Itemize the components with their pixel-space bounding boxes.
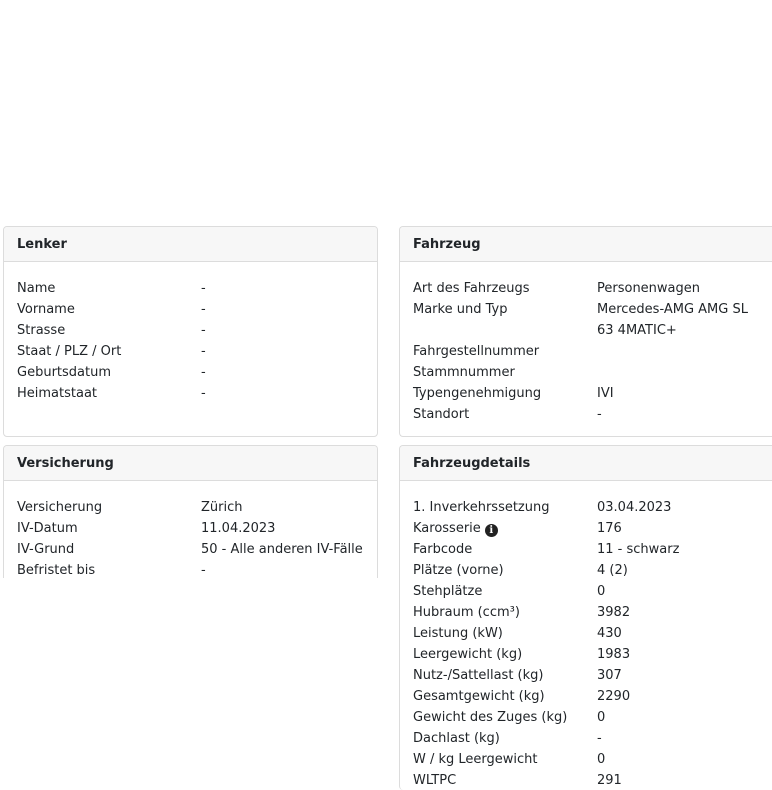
row-label: Farbcode: [413, 542, 473, 557]
row-value: IVI: [597, 386, 614, 401]
fahrzeug-row: [413, 404, 772, 425]
row-value: 430: [597, 626, 622, 641]
row-value: Zürich: [201, 500, 243, 515]
row-label: Vorname: [17, 302, 75, 317]
row-value: 2290: [597, 689, 631, 704]
details-row: [413, 644, 772, 665]
fahrzeug-title: Fahrzeug: [400, 227, 772, 262]
row-label: Dachlast (kg): [413, 731, 500, 746]
row-label: Befristet bis: [17, 563, 96, 578]
row-value: 11 - schwarz: [597, 542, 680, 557]
lenker-row: [17, 362, 377, 383]
row-value: 03.04.2023: [597, 500, 672, 515]
row-label: Standort: [413, 407, 470, 422]
fahrzeug-row: [413, 362, 772, 383]
row-value: -: [201, 344, 206, 359]
row-value: Personenwagen: [597, 281, 701, 296]
row-label: Karosserie: [413, 521, 481, 536]
row-label: Leergewicht (kg): [413, 647, 523, 662]
fahrzeug-rows: [413, 278, 772, 425]
fahrzeugdetails-card: [399, 445, 772, 790]
row-value: 291: [597, 773, 622, 788]
row-label: Heimatstaat: [17, 386, 98, 401]
row-value: 0: [597, 752, 606, 767]
details-row: [413, 602, 772, 623]
row-label: Name: [17, 281, 56, 296]
row-label: Staat / PLZ / Ort: [17, 344, 122, 359]
fahrzeug-row: [413, 383, 772, 404]
details-row: [413, 707, 772, 728]
row-label: Strasse: [17, 323, 66, 338]
row-value: -: [201, 281, 206, 296]
versicherung-row: [17, 497, 377, 518]
details-row: [413, 728, 772, 749]
row-label: Stehplätze: [413, 584, 483, 599]
versicherung-rows: [17, 497, 377, 578]
lenker-row: [17, 341, 377, 362]
row-value: 176: [597, 521, 622, 536]
row-value: 1983: [597, 647, 631, 662]
fahrzeug-row: [413, 278, 772, 299]
row-value: -: [201, 302, 206, 317]
details-row: [413, 539, 772, 560]
row-label: Art des Fahrzeugs: [413, 281, 530, 296]
row-value: 3982: [597, 605, 631, 620]
row-label: Leistung (kW): [413, 626, 503, 641]
row-value: 0: [597, 710, 606, 725]
row-value: 4 (2): [597, 563, 628, 578]
versicherung-title: Versicherung: [4, 446, 377, 481]
details-row: [413, 581, 772, 602]
row-label: Plätze (vorne): [413, 563, 504, 578]
row-label: 1. Inverkehrssetzung: [413, 500, 550, 515]
versicherung-card: [3, 445, 378, 578]
row-value: 11.04.2023: [201, 521, 276, 536]
row-label: W / kg Leergewicht: [413, 752, 538, 767]
row-value: -: [597, 731, 602, 746]
lenker-row: [17, 278, 377, 299]
fahrzeug-row: [413, 299, 772, 341]
row-value: 50 - Alle anderen IV-Fälle: [201, 542, 363, 557]
row-label: Gesamtgewicht (kg): [413, 689, 545, 704]
row-label: Marke und Typ: [413, 302, 508, 317]
details-row: [413, 749, 772, 770]
row-value: -: [201, 365, 206, 380]
row-label-wrap: [413, 518, 498, 539]
row-value: Mercedes-AMG AMG SL 63 4MATIC+: [597, 302, 748, 338]
details-row: [413, 518, 772, 539]
row-label: IV-Grund: [17, 542, 75, 557]
row-label: Hubraum (ccm³): [413, 605, 520, 620]
lenker-title: Lenker: [4, 227, 377, 262]
fahrzeugdetails-title: Fahrzeugdetails: [400, 446, 772, 481]
fahrzeug-row: [413, 341, 772, 362]
lenker-rows: [17, 278, 377, 404]
row-label: Typengenehmigung: [413, 386, 542, 401]
details-row: [413, 665, 772, 686]
lenker-row: [17, 299, 377, 320]
details-row: [413, 686, 772, 707]
versicherung-row: [17, 518, 377, 539]
row-value: -: [201, 386, 206, 401]
fahrzeug-card: [399, 226, 772, 437]
versicherung-row: [17, 560, 377, 578]
row-label: Stammnummer: [413, 365, 515, 380]
row-value: 0: [597, 584, 606, 599]
lenker-row: [17, 383, 377, 404]
row-label: Gewicht des Zuges (kg): [413, 710, 568, 725]
row-value: -: [201, 323, 206, 338]
row-label: Geburtsdatum: [17, 365, 111, 380]
row-label: Nutz-/Sattellast (kg): [413, 668, 544, 683]
row-value: 307: [597, 668, 622, 683]
lenker-card: [3, 226, 378, 437]
info-icon[interactable]: i: [485, 524, 498, 537]
row-value: -: [597, 407, 602, 422]
details-row: [413, 770, 772, 790]
fahrzeugdetails-rows: [413, 497, 772, 790]
row-label: WLTPC: [413, 773, 457, 788]
details-row: [413, 560, 772, 581]
row-value: -: [201, 563, 206, 578]
row-label: Fahrgestellnummer: [413, 344, 540, 359]
lenker-row: [17, 320, 377, 341]
row-label: Versicherung: [17, 500, 103, 515]
versicherung-row: [17, 539, 377, 560]
details-row: [413, 623, 772, 644]
row-label: IV-Datum: [17, 521, 78, 536]
details-row: [413, 497, 772, 518]
